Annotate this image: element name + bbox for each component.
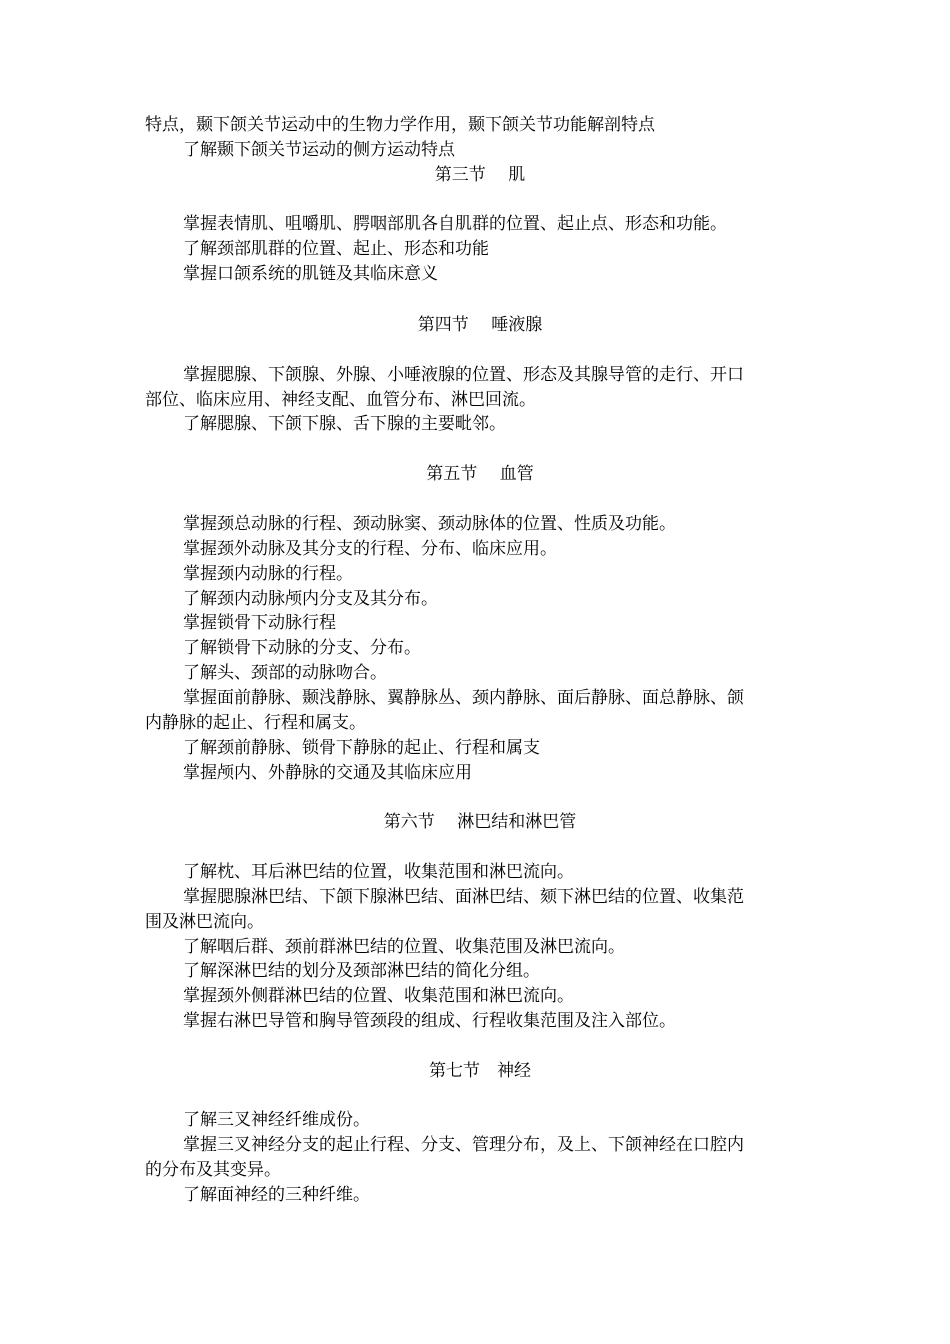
text-line: 特点，颞下颌关节运动中的生物力学作用，颞下颌关节功能解剖特点 <box>145 115 655 135</box>
text-line: 掌握颈外侧群淋巴结的位置、收集范围和淋巴流向。 <box>183 986 574 1006</box>
text-line: 掌握三叉神经分支的起止行程、分支、管理分布，及上、下颌神经在口腔内 <box>183 1135 744 1155</box>
text-line: 了解颈内动脉颅内分支及其分布。 <box>183 589 438 609</box>
text-line: 了解颞下颌关节运动的侧方运动特点 <box>183 140 455 160</box>
text-line: 了解锁骨下动脉的分支、分布。 <box>183 638 421 658</box>
text-line: 了解三叉神经纤维成份。 <box>183 1110 370 1130</box>
text-line: 掌握面前静脉、颞浅静脉、翼静脉丛、颈内静脉、面后静脉、面总静脉、颌 <box>183 688 744 708</box>
section-heading: 第六节 淋巴结和淋巴管 <box>383 812 577 832</box>
text-line: 了解颈部肌群的位置、起止、形态和功能 <box>183 239 489 259</box>
section-heading: 第七节 神经 <box>429 1061 531 1081</box>
text-line: 了解腮腺、下颌下腺、舌下腺的主要毗邻。 <box>183 414 506 434</box>
text-line: 了解咽后群、颈前群淋巴结的位置、收集范围及淋巴流向。 <box>183 937 625 957</box>
text-line: 了解深淋巴结的划分及颈部淋巴结的简化分组。 <box>183 961 540 981</box>
text-line: 掌握腮腺淋巴结、下颌下腺淋巴结、面淋巴结、颏下淋巴结的位置、收集范 <box>183 887 744 907</box>
text-line: 了解头、颈部的动脉吻合。 <box>183 663 387 683</box>
text-line: 掌握颈外动脉及其分支的行程、分布、临床应用。 <box>183 539 557 559</box>
text-line: 掌握颅内、外静脉的交通及其临床应用 <box>183 763 472 783</box>
section-heading: 第四节 唾液腺 <box>417 315 543 335</box>
text-line: 掌握右淋巴导管和胸导管颈段的组成、行程收集范围及注入部位。 <box>183 1011 676 1031</box>
text-line: 的分布及其变异。 <box>145 1160 281 1180</box>
section-heading: 第三节 肌 <box>434 165 526 185</box>
text-line: 掌握颈内动脉的行程。 <box>183 564 353 584</box>
text-line: 部位、临床应用、神经支配、血管分布、淋巴回流。 <box>145 390 536 410</box>
text-line: 了解面神经的三种纤维。 <box>183 1185 370 1205</box>
text-line: 掌握表情肌、咀嚼肌、腭咽部肌各自肌群的位置、起止点、形态和功能。 <box>183 214 727 234</box>
text-line: 了解颈前静脉、锁骨下静脉的起止、行程和属支 <box>183 738 540 758</box>
text-line: 了解枕、耳后淋巴结的位置，收集范围和淋巴流向。 <box>183 862 574 882</box>
text-line: 围及淋巴流向。 <box>145 912 264 932</box>
text-line: 掌握腮腺、下颌腺、外腺、小唾液腺的位置、形态及其腺导管的走行、开口 <box>183 365 744 385</box>
text-line: 内静脉的起止、行程和属支。 <box>145 713 366 733</box>
text-line: 掌握锁骨下动脉行程 <box>183 613 336 633</box>
section-heading: 第五节 血管 <box>426 464 534 484</box>
text-line: 掌握口颌系统的肌链及其临床意义 <box>183 264 438 284</box>
text-line: 掌握颈总动脉的行程、颈动脉窦、颈动脉体的位置、性质及功能。 <box>183 514 676 534</box>
